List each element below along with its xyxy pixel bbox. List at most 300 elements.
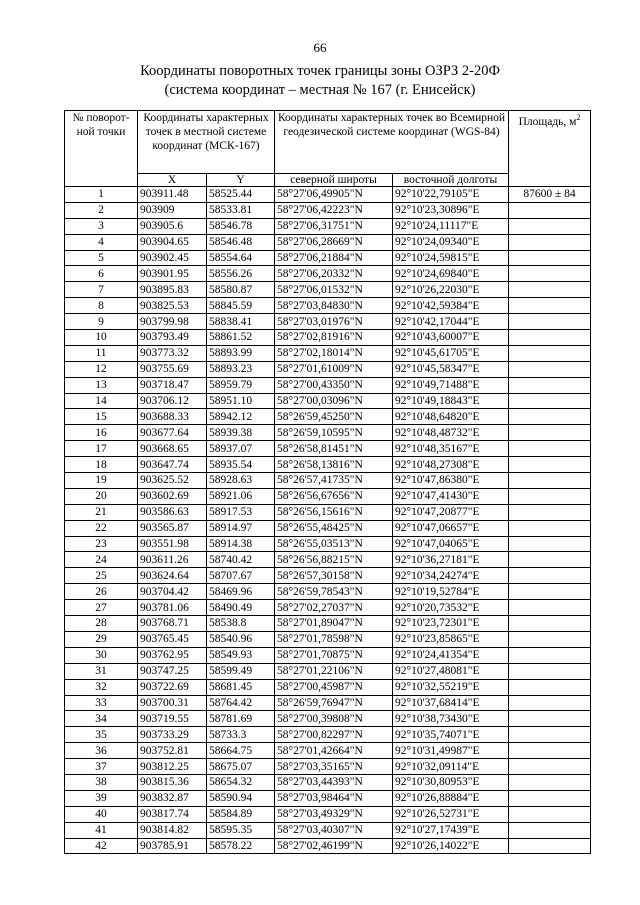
cell-latitude: 58°26'55,03513"N bbox=[275, 536, 393, 552]
cell-point-number: 17 bbox=[65, 441, 138, 457]
cell-longitude: 92°10'45,61705"E bbox=[393, 345, 509, 361]
cell-point-number: 26 bbox=[65, 584, 138, 600]
cell-latitude: 58°27'03,84830"N bbox=[275, 298, 393, 314]
cell-longitude: 92°10'26,52731"E bbox=[393, 806, 509, 822]
cell-longitude: 92°10'47,04065"E bbox=[393, 536, 509, 552]
cell-x: 903733.29 bbox=[138, 727, 207, 743]
cell-longitude: 92°10'24,69840"E bbox=[393, 266, 509, 282]
cell-longitude: 92°10'32,55219"E bbox=[393, 679, 509, 695]
cell-area bbox=[509, 377, 591, 393]
cell-y: 58580.87 bbox=[207, 282, 275, 298]
cell-x: 903904.65 bbox=[138, 234, 207, 250]
cell-area bbox=[509, 679, 591, 695]
cell-y: 58951.10 bbox=[207, 393, 275, 409]
cell-latitude: 58°27'00,82297"N bbox=[275, 727, 393, 743]
cell-x: 903814.82 bbox=[138, 822, 207, 838]
cell-x: 903755.69 bbox=[138, 361, 207, 377]
cell-x: 903706.12 bbox=[138, 393, 207, 409]
cell-point-number: 3 bbox=[65, 218, 138, 234]
cell-latitude: 58°27'03,49329"N bbox=[275, 806, 393, 822]
cell-latitude: 58°27'02,46199"N bbox=[275, 838, 393, 854]
table-row bbox=[65, 631, 591, 647]
cell-point-number: 35 bbox=[65, 727, 138, 743]
table-row bbox=[65, 759, 591, 775]
table-row bbox=[65, 202, 591, 218]
table-row bbox=[65, 568, 591, 584]
cell-y: 58675.07 bbox=[207, 759, 275, 775]
cell-longitude: 92°10'47,86380"E bbox=[393, 473, 509, 489]
cell-point-number: 23 bbox=[65, 536, 138, 552]
cell-area bbox=[509, 504, 591, 520]
cell-area bbox=[509, 743, 591, 759]
cell-point-number: 18 bbox=[65, 457, 138, 473]
cell-y: 58654.32 bbox=[207, 774, 275, 790]
header-area bbox=[509, 111, 591, 187]
cell-longitude: 92°10'32,09114"E bbox=[393, 759, 509, 775]
cell-x: 903901.95 bbox=[138, 266, 207, 282]
cell-longitude: 92°10'26,22030"E bbox=[393, 282, 509, 298]
cell-point-number: 1 bbox=[65, 187, 138, 203]
cell-y: 58549.93 bbox=[207, 647, 275, 663]
cell-x: 903895.83 bbox=[138, 282, 207, 298]
cell-point-number: 40 bbox=[65, 806, 138, 822]
cell-area bbox=[509, 520, 591, 536]
cell-y: 58578.22 bbox=[207, 838, 275, 854]
cell-area bbox=[509, 631, 591, 647]
cell-latitude: 58°27'02,18014"N bbox=[275, 345, 393, 361]
table-row bbox=[65, 298, 591, 314]
cell-area bbox=[509, 330, 591, 346]
table-row bbox=[65, 250, 591, 266]
cell-point-number: 7 bbox=[65, 282, 138, 298]
cell-point-number: 13 bbox=[65, 377, 138, 393]
header-longitude: восточной долготы bbox=[393, 174, 509, 187]
cell-latitude: 58°27'06,20332"N bbox=[275, 266, 393, 282]
cell-y: 58538.8 bbox=[207, 616, 275, 632]
table-row bbox=[65, 441, 591, 457]
cell-point-number: 4 bbox=[65, 234, 138, 250]
cell-point-number: 19 bbox=[65, 473, 138, 489]
table-row bbox=[65, 393, 591, 409]
cell-area bbox=[509, 584, 591, 600]
cell-y: 58928.63 bbox=[207, 473, 275, 489]
cell-y: 58546.78 bbox=[207, 218, 275, 234]
cell-x: 903624.64 bbox=[138, 568, 207, 584]
cell-latitude: 58°27'01,61009"N bbox=[275, 361, 393, 377]
cell-y: 58939.38 bbox=[207, 425, 275, 441]
cell-x: 903905.6 bbox=[138, 218, 207, 234]
cell-longitude: 92°10'38,73430"E bbox=[393, 711, 509, 727]
cell-area bbox=[509, 822, 591, 838]
cell-latitude: 58°27'00,45987"N bbox=[275, 679, 393, 695]
cell-latitude: 58°26'55,48425"N bbox=[275, 520, 393, 536]
table-row bbox=[65, 536, 591, 552]
cell-latitude: 58°27'03,35165"N bbox=[275, 759, 393, 775]
cell-longitude: 92°10'26,88884"E bbox=[393, 790, 509, 806]
cell-longitude: 92°10'49,71488"E bbox=[393, 377, 509, 393]
cell-area bbox=[509, 790, 591, 806]
header-area-label: Площадь, м bbox=[518, 115, 577, 128]
cell-point-number: 33 bbox=[65, 695, 138, 711]
cell-x: 903704.42 bbox=[138, 584, 207, 600]
cell-longitude: 92°10'48,64820"E bbox=[393, 409, 509, 425]
cell-longitude: 92°10'19,52784"E bbox=[393, 584, 509, 600]
cell-x: 903719.55 bbox=[138, 711, 207, 727]
cell-point-number: 5 bbox=[65, 250, 138, 266]
cell-point-number: 32 bbox=[65, 679, 138, 695]
cell-x: 903625.52 bbox=[138, 473, 207, 489]
cell-y: 58525.44 bbox=[207, 187, 275, 203]
cell-x: 903700.31 bbox=[138, 695, 207, 711]
cell-y: 58540.96 bbox=[207, 631, 275, 647]
table-row bbox=[65, 663, 591, 679]
cell-x: 903722.69 bbox=[138, 679, 207, 695]
cell-x: 903909 bbox=[138, 202, 207, 218]
cell-latitude: 58°26'56,67656"N bbox=[275, 488, 393, 504]
cell-point-number: 6 bbox=[65, 266, 138, 282]
cell-area bbox=[509, 695, 591, 711]
table-row bbox=[65, 377, 591, 393]
cell-x: 903781.06 bbox=[138, 600, 207, 616]
cell-latitude: 58°27'01,89047"N bbox=[275, 616, 393, 632]
cell-point-number: 21 bbox=[65, 504, 138, 520]
cell-latitude: 58°27'00,43350"N bbox=[275, 377, 393, 393]
cell-y: 58554.64 bbox=[207, 250, 275, 266]
cell-area bbox=[509, 457, 591, 473]
header-wgs-coordinates: Координаты характерных точек во Всемирной геодезической системе координат (WGS-84) bbox=[275, 111, 509, 174]
cell-latitude: 58°26'59,76947"N bbox=[275, 695, 393, 711]
cell-point-number: 27 bbox=[65, 600, 138, 616]
cell-y: 58599.49 bbox=[207, 663, 275, 679]
cell-y: 58664.75 bbox=[207, 743, 275, 759]
cell-area bbox=[509, 838, 591, 854]
cell-area bbox=[509, 393, 591, 409]
cell-longitude: 92°10'31,49987"E bbox=[393, 743, 509, 759]
cell-longitude: 92°10'26,14022"E bbox=[393, 838, 509, 854]
table-row bbox=[65, 790, 591, 806]
cell-y: 58914.38 bbox=[207, 536, 275, 552]
cell-x: 903668.65 bbox=[138, 441, 207, 457]
cell-y: 58681.45 bbox=[207, 679, 275, 695]
cell-y: 58917.53 bbox=[207, 504, 275, 520]
table-row bbox=[65, 330, 591, 346]
cell-y: 58490.49 bbox=[207, 600, 275, 616]
cell-x: 903785.91 bbox=[138, 838, 207, 854]
cell-y: 58935.54 bbox=[207, 457, 275, 473]
cell-y: 58533.81 bbox=[207, 202, 275, 218]
cell-longitude: 92°10'24,11117"E bbox=[393, 218, 509, 234]
cell-y: 58937.07 bbox=[207, 441, 275, 457]
cell-x: 903762.95 bbox=[138, 647, 207, 663]
cell-area bbox=[509, 727, 591, 743]
table-row bbox=[65, 409, 591, 425]
cell-point-number: 14 bbox=[65, 393, 138, 409]
cell-x: 903551.98 bbox=[138, 536, 207, 552]
table-row bbox=[65, 345, 591, 361]
cell-area bbox=[509, 345, 591, 361]
cell-area bbox=[509, 600, 591, 616]
cell-area bbox=[509, 234, 591, 250]
cell-latitude: 58°27'01,70875"N bbox=[275, 647, 393, 663]
cell-area bbox=[509, 806, 591, 822]
cell-x: 903832.87 bbox=[138, 790, 207, 806]
cell-x: 903688.33 bbox=[138, 409, 207, 425]
cell-longitude: 92°10'49,18843"E bbox=[393, 393, 509, 409]
cell-latitude: 58°27'01,42664"N bbox=[275, 743, 393, 759]
cell-area bbox=[509, 552, 591, 568]
cell-point-number: 2 bbox=[65, 202, 138, 218]
table-row bbox=[65, 314, 591, 330]
table-row bbox=[65, 600, 591, 616]
cell-y: 58914.97 bbox=[207, 520, 275, 536]
cell-area bbox=[509, 425, 591, 441]
cell-y: 58733.3 bbox=[207, 727, 275, 743]
cell-area bbox=[509, 361, 591, 377]
cell-longitude: 92°10'48,48732"E bbox=[393, 425, 509, 441]
cell-longitude: 92°10'24,09340"E bbox=[393, 234, 509, 250]
cell-latitude: 58°27'00,03096"N bbox=[275, 393, 393, 409]
cell-area bbox=[509, 568, 591, 584]
cell-y: 58764.42 bbox=[207, 695, 275, 711]
cell-longitude: 92°10'48,35167"E bbox=[393, 441, 509, 457]
cell-area bbox=[509, 202, 591, 218]
table-row bbox=[65, 616, 591, 632]
table-row bbox=[65, 187, 591, 203]
cell-latitude: 58°26'58,81451"N bbox=[275, 441, 393, 457]
cell-area bbox=[509, 488, 591, 504]
cell-point-number: 15 bbox=[65, 409, 138, 425]
cell-longitude: 92°10'45,58347"E bbox=[393, 361, 509, 377]
cell-point-number: 34 bbox=[65, 711, 138, 727]
table-row bbox=[65, 552, 591, 568]
table-body bbox=[65, 187, 591, 854]
page-number: 66 bbox=[313, 40, 327, 55]
coordinates-table bbox=[64, 110, 591, 854]
cell-x: 903677.64 bbox=[138, 425, 207, 441]
cell-x: 903812.25 bbox=[138, 759, 207, 775]
cell-longitude: 92°10'42,59384"E bbox=[393, 298, 509, 314]
cell-point-number: 11 bbox=[65, 345, 138, 361]
cell-area bbox=[509, 409, 591, 425]
table-row bbox=[65, 488, 591, 504]
cell-point-number: 42 bbox=[65, 838, 138, 854]
table-row bbox=[65, 711, 591, 727]
cell-y: 58921.06 bbox=[207, 488, 275, 504]
cell-area bbox=[509, 473, 591, 489]
cell-latitude: 58°27'01,22106"N bbox=[275, 663, 393, 679]
table-row bbox=[65, 822, 591, 838]
cell-x: 903565.87 bbox=[138, 520, 207, 536]
cell-y: 58893.23 bbox=[207, 361, 275, 377]
cell-longitude: 92°10'22,79105"E bbox=[393, 187, 509, 203]
title-line-2: (система координат – местная № 167 (г. Енисейск) bbox=[164, 82, 476, 98]
header-msk-coordinates: Координаты характерных точек в местной системе координат (МСК-167) bbox=[138, 111, 275, 174]
cell-point-number: 41 bbox=[65, 822, 138, 838]
cell-y: 58959.79 bbox=[207, 377, 275, 393]
cell-y: 58595.35 bbox=[207, 822, 275, 838]
cell-x: 903647.74 bbox=[138, 457, 207, 473]
cell-latitude: 58°26'57,30158"N bbox=[275, 568, 393, 584]
cell-longitude: 92°10'23,85865"E bbox=[393, 631, 509, 647]
cell-latitude: 58°26'59,45250"N bbox=[275, 409, 393, 425]
cell-y: 58893.99 bbox=[207, 345, 275, 361]
cell-point-number: 28 bbox=[65, 616, 138, 632]
cell-x: 903611.26 bbox=[138, 552, 207, 568]
header-latitude: северной широты bbox=[275, 174, 393, 187]
table-row bbox=[65, 838, 591, 854]
table-row bbox=[65, 425, 591, 441]
table-row bbox=[65, 743, 591, 759]
cell-latitude: 58°27'03,40307"N bbox=[275, 822, 393, 838]
cell-x: 903825.53 bbox=[138, 298, 207, 314]
title-line-1: Координаты поворотных точек границы зоны ОЗРЗ 2-20Ф bbox=[140, 63, 500, 79]
cell-y: 58740.42 bbox=[207, 552, 275, 568]
table-row bbox=[65, 774, 591, 790]
cell-x: 903752.81 bbox=[138, 743, 207, 759]
cell-point-number: 12 bbox=[65, 361, 138, 377]
cell-latitude: 58°27'03,01976"N bbox=[275, 314, 393, 330]
cell-y: 58781.69 bbox=[207, 711, 275, 727]
cell-point-number: 25 bbox=[65, 568, 138, 584]
header-x: X bbox=[138, 174, 207, 187]
header-point-number: № поворот-ной точки bbox=[65, 111, 138, 187]
table-row bbox=[65, 457, 591, 473]
cell-longitude: 92°10'43,60007"E bbox=[393, 330, 509, 346]
cell-latitude: 58°27'03,44393"N bbox=[275, 774, 393, 790]
cell-latitude: 58°27'06,31751"N bbox=[275, 218, 393, 234]
cell-x: 903768.71 bbox=[138, 616, 207, 632]
cell-latitude: 58°26'59,10595"N bbox=[275, 425, 393, 441]
table-row bbox=[65, 473, 591, 489]
cell-area bbox=[509, 441, 591, 457]
cell-x: 903817.74 bbox=[138, 806, 207, 822]
cell-latitude: 58°27'02,81916"N bbox=[275, 330, 393, 346]
table-row bbox=[65, 806, 591, 822]
cell-latitude: 58°27'02,27037"N bbox=[275, 600, 393, 616]
cell-area bbox=[509, 282, 591, 298]
cell-y: 58584.89 bbox=[207, 806, 275, 822]
cell-area: 87600 ± 84 bbox=[509, 187, 591, 203]
cell-x: 903586.63 bbox=[138, 504, 207, 520]
cell-longitude: 92°10'23,72301"E bbox=[393, 616, 509, 632]
cell-latitude: 58°26'57,41735"N bbox=[275, 473, 393, 489]
cell-point-number: 8 bbox=[65, 298, 138, 314]
cell-longitude: 92°10'35,74071"E bbox=[393, 727, 509, 743]
cell-x: 903718.47 bbox=[138, 377, 207, 393]
cell-y: 58546.48 bbox=[207, 234, 275, 250]
cell-latitude: 58°26'58,13816"N bbox=[275, 457, 393, 473]
cell-longitude: 92°10'30,80953"E bbox=[393, 774, 509, 790]
cell-x: 903602.69 bbox=[138, 488, 207, 504]
cell-y: 58469.96 bbox=[207, 584, 275, 600]
cell-x: 903773.32 bbox=[138, 345, 207, 361]
table-row bbox=[65, 584, 591, 600]
table-row bbox=[65, 695, 591, 711]
cell-point-number: 20 bbox=[65, 488, 138, 504]
table-row bbox=[65, 266, 591, 282]
cell-point-number: 39 bbox=[65, 790, 138, 806]
cell-latitude: 58°27'06,21884"N bbox=[275, 250, 393, 266]
cell-area bbox=[509, 536, 591, 552]
cell-point-number: 10 bbox=[65, 330, 138, 346]
cell-point-number: 36 bbox=[65, 743, 138, 759]
table-row bbox=[65, 727, 591, 743]
cell-area bbox=[509, 298, 591, 314]
cell-x: 903902.45 bbox=[138, 250, 207, 266]
cell-x: 903815.36 bbox=[138, 774, 207, 790]
cell-x: 903793.49 bbox=[138, 330, 207, 346]
cell-x: 903799.98 bbox=[138, 314, 207, 330]
cell-point-number: 30 bbox=[65, 647, 138, 663]
document-title bbox=[0, 62, 640, 100]
cell-longitude: 92°10'34,24274"E bbox=[393, 568, 509, 584]
cell-longitude: 92°10'23,30896"E bbox=[393, 202, 509, 218]
table-row bbox=[65, 520, 591, 536]
cell-latitude: 58°27'06,01532"N bbox=[275, 282, 393, 298]
header-row-main bbox=[65, 111, 591, 174]
cell-point-number: 22 bbox=[65, 520, 138, 536]
cell-area bbox=[509, 774, 591, 790]
table-row bbox=[65, 234, 591, 250]
table-row bbox=[65, 282, 591, 298]
cell-area bbox=[509, 759, 591, 775]
cell-longitude: 92°10'47,06657"E bbox=[393, 520, 509, 536]
cell-y: 58838.41 bbox=[207, 314, 275, 330]
cell-area bbox=[509, 663, 591, 679]
cell-latitude: 58°26'59,78543"N bbox=[275, 584, 393, 600]
cell-longitude: 92°10'36,27181"E bbox=[393, 552, 509, 568]
cell-latitude: 58°26'56,15616"N bbox=[275, 504, 393, 520]
cell-longitude: 92°10'27,17439"E bbox=[393, 822, 509, 838]
cell-area bbox=[509, 647, 591, 663]
cell-longitude: 92°10'47,20877"E bbox=[393, 504, 509, 520]
cell-area bbox=[509, 711, 591, 727]
cell-longitude: 92°10'24,59815"E bbox=[393, 250, 509, 266]
cell-x: 903747.25 bbox=[138, 663, 207, 679]
cell-area bbox=[509, 218, 591, 234]
cell-x: 903911.48 bbox=[138, 187, 207, 203]
cell-latitude: 58°27'00,39808"N bbox=[275, 711, 393, 727]
cell-point-number: 31 bbox=[65, 663, 138, 679]
cell-area bbox=[509, 250, 591, 266]
table-row bbox=[65, 504, 591, 520]
table-row bbox=[65, 647, 591, 663]
cell-point-number: 16 bbox=[65, 425, 138, 441]
cell-longitude: 92°10'37,68414"E bbox=[393, 695, 509, 711]
cell-y: 58707.67 bbox=[207, 568, 275, 584]
cell-latitude: 58°27'06,42223"N bbox=[275, 202, 393, 218]
cell-longitude: 92°10'27,48081"E bbox=[393, 663, 509, 679]
cell-latitude: 58°26'56,88215"N bbox=[275, 552, 393, 568]
cell-point-number: 29 bbox=[65, 631, 138, 647]
cell-x: 903765.45 bbox=[138, 631, 207, 647]
cell-y: 58590.94 bbox=[207, 790, 275, 806]
cell-area bbox=[509, 616, 591, 632]
cell-latitude: 58°27'01,78598"N bbox=[275, 631, 393, 647]
cell-point-number: 24 bbox=[65, 552, 138, 568]
cell-y: 58942.12 bbox=[207, 409, 275, 425]
cell-longitude: 92°10'42,17044"E bbox=[393, 314, 509, 330]
table-row bbox=[65, 218, 591, 234]
cell-longitude: 92°10'24,41354"E bbox=[393, 647, 509, 663]
cell-point-number: 9 bbox=[65, 314, 138, 330]
cell-y: 58845.59 bbox=[207, 298, 275, 314]
cell-point-number: 37 bbox=[65, 759, 138, 775]
table-row bbox=[65, 679, 591, 695]
cell-y: 58556.26 bbox=[207, 266, 275, 282]
header-y: Y bbox=[207, 174, 275, 187]
cell-longitude: 92°10'20,73532"E bbox=[393, 600, 509, 616]
